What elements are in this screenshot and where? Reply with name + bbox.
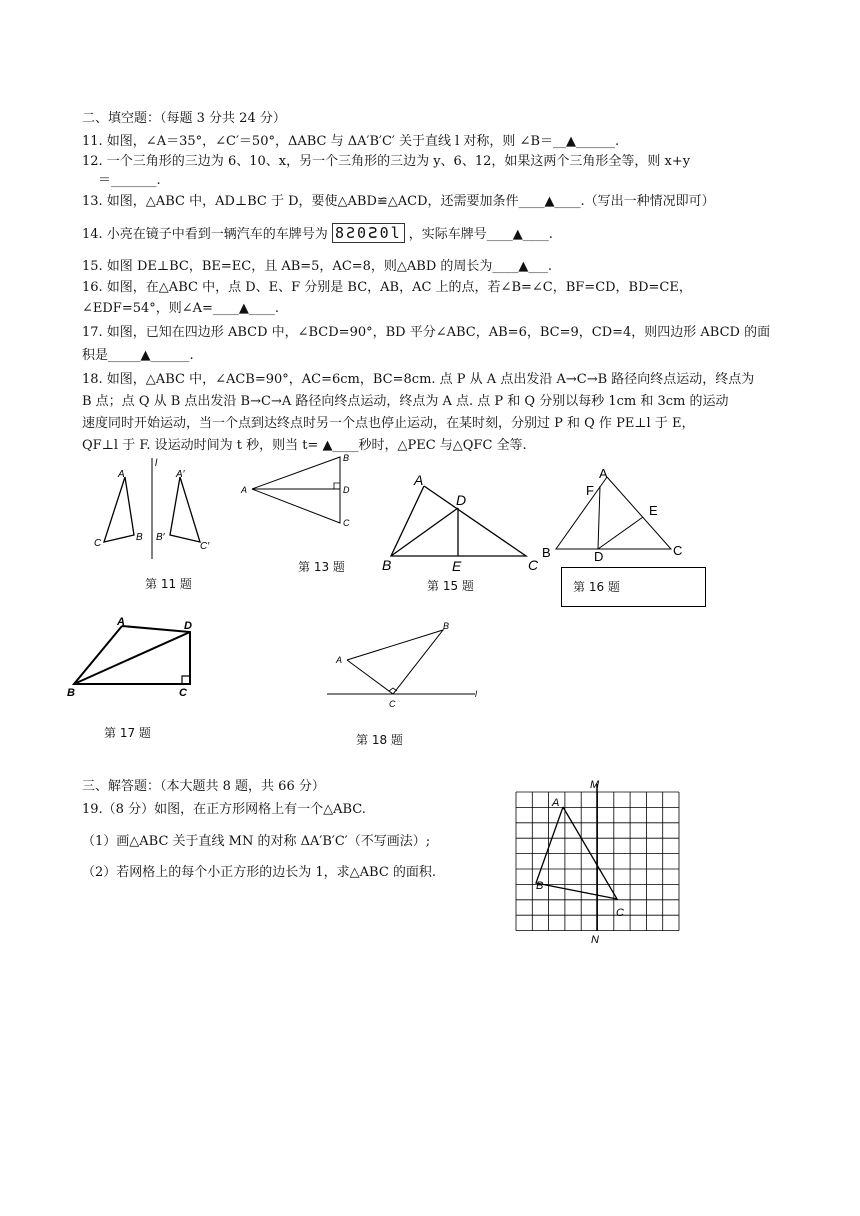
label-d: D xyxy=(456,492,467,508)
label-b: B xyxy=(536,880,544,892)
question-12-line-2: ＝_______. xyxy=(98,173,161,188)
label-b: B xyxy=(67,687,75,699)
label-a-prime: A′ xyxy=(176,469,185,480)
label-c: C xyxy=(616,907,624,919)
figure-16 xyxy=(538,462,698,572)
figure-17 xyxy=(64,614,204,704)
label-c: C xyxy=(389,699,396,709)
question-16-line-1: 16. 如图，在△ABC 中，点 D、E、F 分别是 BC，AB，AC 上的点，若∠B=∠C，BF=CD，BD=CE， xyxy=(82,280,692,295)
label-a: A xyxy=(336,655,343,665)
caption-16: 第 16 题 xyxy=(573,580,620,594)
label-a: A xyxy=(118,469,125,480)
question-17-line-2: 积是_____▲______. xyxy=(82,348,194,363)
question-18-line-2: B 点；点 Q 从 B 点出发沿 B→C→A 路径向终点运动，终点为 A 点. 点 P 和 Q 分别以每秒 1cm 和 3cm 的运动 xyxy=(82,394,729,409)
section-2-title: 二、填空题：（每题 3 分共 24 分） xyxy=(82,111,286,126)
figure-13 xyxy=(238,452,358,532)
figure-15 xyxy=(378,470,548,575)
mirrored-plate: 8Ƨ0Ꙅ0l xyxy=(332,223,405,243)
label-c: C xyxy=(528,557,539,573)
question-19-part-2: （2）若网格上的每个小正方形的边长为 1，求△ABC 的面积. xyxy=(82,865,437,880)
caption-18: 第 18 题 xyxy=(356,733,403,747)
label-n: N xyxy=(591,934,599,946)
label-m: M xyxy=(590,779,600,791)
question-14-text: 14. 小亮在镜子中看到一辆汽车的车牌号为 xyxy=(82,227,328,242)
question-18-line-1: 18. 如图，△ABC 中，∠ACB=90°，AC=6cm，BC=8cm. 点 P 从 A 点出发沿 A→C→B 路径向终点运动，终点为 xyxy=(82,372,755,387)
label-f: F xyxy=(586,483,594,498)
caption-17: 第 17 题 xyxy=(104,726,151,740)
question-11: 11. 如图，∠A＝35°，∠C′＝50°，ΔABC 与 ΔA′B′C′ 关于直线 l 对称，则 ∠B＝__▲______. xyxy=(82,134,620,149)
label-b-prime: B′ xyxy=(156,532,165,543)
label-a: A xyxy=(599,466,608,481)
section-3-title: 三、解答题：（本大题共 8 题，共 66 分） xyxy=(82,779,325,794)
figure-19-grid xyxy=(505,776,690,948)
label-d: D xyxy=(343,485,350,495)
question-19-part-1: （1）画△ABC 关于直线 MN 的对称 ΔA′B′C′（不写画法）; xyxy=(82,834,431,849)
label-c: C xyxy=(179,687,187,699)
label-l: l xyxy=(475,689,477,699)
label-e: E xyxy=(452,558,462,574)
question-18-line-3: 速度同时开始运动，当一个点到达终点时另一个点也停止运动，在某时刻，分别过 P 和 Q 作 PE⊥l 于 E， xyxy=(82,416,695,431)
label-c-prime: C′ xyxy=(200,541,210,552)
question-14 xyxy=(82,225,553,243)
question-18-line-4: QF⊥l 于 F. 设运动时间为 t 秒，则当 t= ▲____秒时，△PEC 与△QFC 全等. xyxy=(82,438,527,453)
label-d: D xyxy=(184,620,192,632)
label-b: B xyxy=(343,453,350,463)
question-16-line-2: ∠EDF=54°，则∠A=____▲____. xyxy=(82,301,280,316)
label-a: A xyxy=(552,797,560,809)
question-17-line-1: 17. 如图，已知在四边形 ABCD 中，∠BCD=90°，BD 平分∠ABC，AB=6，BC=9，CD=4，则四边形 ABCD 的面 xyxy=(82,325,771,340)
label-c: C xyxy=(673,543,683,558)
question-13: 13. 如图，△ABC 中，AD⊥BC 于 D，要使△ABD≌△ACD，还需要加条件____▲____.（写出一种情况即可） xyxy=(82,194,715,209)
caption-13: 第 13 题 xyxy=(298,560,345,574)
question-14-answer: ，实际车牌号____▲____. xyxy=(408,227,553,242)
caption-11: 第 11 题 xyxy=(145,577,192,591)
label-a: A xyxy=(117,616,125,628)
label-c: C xyxy=(94,538,102,549)
label-d: D xyxy=(594,549,604,564)
label-l: l xyxy=(155,458,158,469)
question-12-line-1: 12. 一个三角形的三边为 6、10、x，另一个三角形的三边为 y、6、12，如果这两个三角形全等，则 x+y xyxy=(82,154,691,169)
label-b: B xyxy=(136,532,143,543)
question-19-head: 19.（8 分）如图，在正方形网格上有一个△ABC. xyxy=(82,802,366,817)
label-a: A xyxy=(241,485,248,495)
label-b: B xyxy=(542,545,551,560)
figure-18 xyxy=(325,618,485,713)
label-a: A xyxy=(414,472,424,488)
caption-15: 第 15 题 xyxy=(427,579,474,593)
label-b: B xyxy=(443,621,450,631)
label-e: E xyxy=(649,503,658,518)
figure-11 xyxy=(90,455,220,565)
label-b: B xyxy=(382,557,392,573)
label-c: C xyxy=(343,518,350,528)
question-15: 15. 如图 DE⊥BC，BE=EC，且 AB=5，AC=8，则△ABD 的周长为____▲___. xyxy=(82,259,553,274)
